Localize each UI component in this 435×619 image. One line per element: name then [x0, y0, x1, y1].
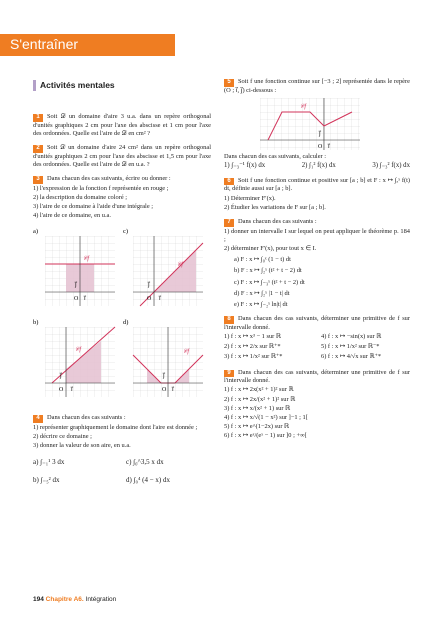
graph-label: a): [33, 228, 39, 236]
primitive-item: 5) f : x ↦ e^(1−2x) sur ℝ: [224, 423, 290, 431]
exercise-number: 7: [224, 219, 234, 227]
exercise-6: [224, 177, 410, 212]
exercise-number: 1: [33, 114, 43, 122]
list-item: 2) Étudier les variations de F sur [a ; b].: [224, 203, 326, 211]
svg-text:i⃗: i⃗: [84, 296, 86, 303]
function-item: c) F : x ↦ ∫₋₃ˣ (t² + t − 2) dt: [234, 278, 305, 286]
exercise-number: 3: [33, 176, 43, 184]
exercise-2: [33, 144, 211, 169]
exercise-text: Soit 𝒟 un domaine d'aire 24 cm² dans un repère orthogonal d'unités graphiques 2 cm pour l'axe des abscisse et 1,5 cm pour l'axe des ordonnées. Quelle est l'aire de 𝒟 en u.a. ?: [33, 143, 211, 168]
calc-item: 2) ∫₁² f(x) dx: [301, 162, 336, 170]
primitive-item: 2) f : x ↦ 2/x sur ℝ⁺*: [224, 343, 281, 351]
svg-text:𝒞f: 𝒞f: [300, 103, 307, 110]
graph-label: d): [123, 319, 129, 327]
exercise-text: Dans chacun des cas suivants :: [238, 217, 317, 225]
list-item: 4) l'aire de ce domaine, en u.a.: [33, 212, 111, 220]
exercise-5-graph: [260, 98, 360, 150]
svg-text:j⃗: j⃗: [60, 373, 62, 380]
exercise-8: [224, 315, 410, 362]
primitive-item: 3) f : x ↦ 1/x² sur ℝ⁺*: [224, 353, 283, 361]
exercise-text: Soit f une fonction continue sur [−3 ; 2] représentée dans le repère (O ; i⃗, j⃗) ci-dessous :: [224, 78, 410, 94]
graph-c: [133, 236, 203, 306]
exercise-7: [224, 218, 410, 309]
svg-text:i⃗: i⃗: [172, 387, 174, 394]
right-column: [224, 78, 410, 447]
exercise-text: Dans chacun des cas suivants, calculer :: [224, 152, 327, 160]
page-footer: [33, 596, 116, 604]
exercise-text: Dans chacun des cas suivants :: [47, 414, 126, 422]
svg-text:𝒞f: 𝒞f: [75, 347, 82, 354]
calc-item: 1) ∫₋₃⁻¹ f(x) dx: [224, 162, 266, 170]
primitive-item: 2) f : x ↦ 2x/(x² + 1)² sur ℝ: [224, 395, 296, 403]
chapter-label: Chapitre A6.: [45, 596, 84, 603]
exercise-4: [33, 414, 211, 485]
svg-text:j⃗: j⃗: [75, 282, 77, 289]
svg-text:O: O: [147, 296, 152, 303]
graph-label: c): [123, 228, 129, 236]
list-item: 1) donner un intervalle I sur lequel on peut appliquer le théorème p. 184 ;: [224, 227, 410, 243]
exercise-text: Dans chacun des cas suivants, écrire ou donner :: [47, 174, 171, 182]
exercise-number: 4: [33, 415, 43, 423]
exercise-3: [33, 175, 211, 220]
calc-item: 3) ∫₋₃² f(x) dx: [372, 162, 410, 170]
list-item: 2) décrire ce domaine ;: [33, 433, 92, 441]
svg-text:O: O: [74, 296, 79, 303]
svg-text:O: O: [59, 387, 64, 394]
exercise-text: Soit 𝒟 un domaine d'aire 3 u.a. dans un repère orthogonal d'unités graphiques 2 cm pour l'axe des abscisse et 1 cm pour l'axe des ordonnées. Quelle est l'aire de 𝒟 en cm² ?: [33, 112, 211, 137]
primitive-item: 1) f : x ↦ 2x(x² + 1)² sur ℝ: [224, 386, 294, 394]
integral-item: a) ∫₋₁¹ 3 dx: [33, 457, 65, 466]
exercise-text: Dans chacun des cas suivants, déterminer une primitive de f sur l'intervalle donné.: [224, 315, 410, 331]
primitive-item: 4) f : x ↦ x/√(1 − x²) sur ]−1 ; 1[: [224, 413, 308, 421]
exercise-1: [33, 113, 211, 138]
list-item: 1) l'expression de la fonction f représentée en rouge ;: [33, 184, 169, 192]
exercise-number: 5: [224, 79, 234, 87]
exercise-3-graphs: [33, 226, 211, 404]
svg-text:i⃗: i⃗: [159, 296, 161, 303]
svg-text:𝒞f: 𝒞f: [177, 262, 184, 269]
chapter-topic: Intégration: [85, 596, 117, 603]
list-item: 1) Déterminer F′(x).: [224, 194, 276, 202]
list-item: 1) représenter graphiquement le domaine dont l'aire est donnée ;: [33, 424, 198, 432]
svg-text:j⃗: j⃗: [148, 282, 150, 289]
integral-item: c) ∫₀^3,5 x dx: [126, 457, 164, 466]
svg-text:j⃗: j⃗: [163, 373, 165, 380]
svg-text:𝒞f: 𝒞f: [183, 349, 190, 356]
exercise-9: [224, 369, 410, 441]
primitive-item: 4) f : x ↦ −sin(x) sur ℝ: [321, 333, 382, 340]
primitive-item: 6) f : x ↦ 4/√x sur ℝ⁺*: [321, 353, 382, 361]
page-title: S'entraîner: [0, 34, 175, 56]
section-title: Activités mentales: [33, 80, 211, 91]
primitive-item: 5) f : x ↦ 1/x² sur ℝ⁻*: [321, 343, 380, 351]
svg-text:O: O: [318, 143, 323, 150]
exercise-text: Soit f une fonction continue et positive sur [a ; b] et F : x ↦ ∫ₐˣ f(t) dt, définie aussi sur [a ; b].: [224, 176, 410, 193]
exercise-number: 2: [33, 145, 43, 153]
list-item: 2) la description du domaine coloré ;: [33, 193, 128, 201]
exercise-number: 6: [224, 178, 234, 186]
primitive-item: 6) f : x ↦ eˣ/(eˣ − 1) sur ]0 ; +∞[: [224, 432, 307, 440]
integral-item: b) ∫₋₅² dx: [33, 475, 60, 484]
graph-label: b): [33, 319, 39, 327]
page-number: 194: [33, 596, 44, 603]
function-item: b) F : x ↦ ∫₂ˣ (t² + t − 2) dt: [234, 267, 302, 275]
svg-text:j⃗: j⃗: [319, 130, 321, 137]
svg-text:𝒞f: 𝒞f: [83, 256, 90, 263]
list-item: 3) l'aire de ce domaine à l'aide d'une intégrale ;: [33, 203, 154, 211]
exercise-number: 9: [224, 370, 234, 378]
exercise-number: 8: [224, 316, 234, 324]
function-item: a) F : x ↦ ∫₀ˣ (1 − t) dt: [234, 256, 291, 264]
list-item: 2) déterminer F′(x), pour tout x ∈ I.: [224, 245, 317, 253]
graph-b: [45, 327, 115, 397]
primitive-item: 3) f : x ↦ x/(x² + 1) sur ℝ: [224, 404, 291, 412]
list-item: 3) donner la valeur de son aire, en u.a.: [33, 442, 131, 450]
svg-text:i⃗: i⃗: [328, 143, 330, 150]
exercise-text: Dans chacun des cas suivants, déterminer une primitive de f sur l'intervalle donné.: [224, 368, 410, 385]
function-item: d) F : x ↦ ∫₂ˣ |1 − t| dt: [234, 289, 290, 297]
graph-a: [45, 236, 115, 306]
exercise-5: [224, 78, 410, 171]
primitive-item: 1) f : x ↦ x³ − 1 sur ℝ: [224, 333, 281, 340]
left-column: [33, 80, 211, 492]
svg-text:O: O: [162, 387, 167, 394]
graph-d: [133, 327, 203, 397]
function-item: e) F : x ↦ ∫₋₂ˣ ln|t| dt: [234, 300, 288, 308]
svg-text:i⃗: i⃗: [71, 387, 73, 394]
integral-item: d) ∫₀⁴ (4 − x) dx: [126, 475, 170, 484]
